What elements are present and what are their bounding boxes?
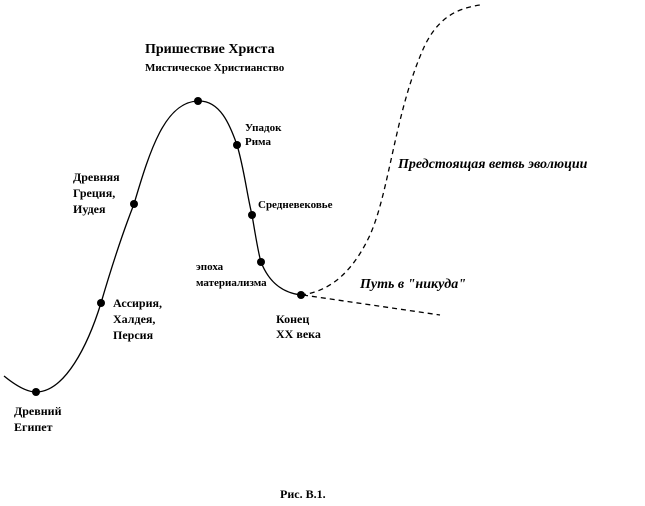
dot-rome (233, 141, 241, 149)
label-materialism-line2: материализма (196, 277, 267, 289)
dot-greece (130, 200, 138, 208)
dot-egypt (32, 388, 40, 396)
future-branch-curve (301, 5, 480, 295)
label-middle-ages: Средневековье (258, 199, 333, 211)
label-egypt-line2: Египет (14, 420, 53, 434)
dot-end-xx (297, 291, 305, 299)
dot-materialism (257, 258, 265, 266)
label-materialism-line1: эпоха (196, 261, 224, 273)
label-christ-subtitle: Мистическое Христианство (145, 62, 285, 74)
label-rome-line1: Упадок (245, 122, 282, 134)
nowhere-path-line (303, 295, 440, 315)
figure-caption: Рис. В.1. (280, 487, 326, 501)
label-future-branch: Предстоящая ветвь эволюции (398, 157, 588, 172)
label-path-nowhere: Путь в "никуда" (360, 277, 466, 292)
label-greece-line2: Греция, (73, 186, 116, 200)
label-egypt-line1: Древний (14, 404, 62, 418)
label-rome-line2: Рима (245, 136, 271, 148)
label-assyria-line3: Персия (113, 328, 154, 342)
label-greece-line3: Иудея (73, 202, 106, 216)
dot-middle-ages (248, 211, 256, 219)
label-christ-title: Пришествие Христа (145, 42, 275, 57)
dot-christ (194, 97, 202, 105)
label-end-xx-line1: Конец (276, 312, 310, 326)
label-assyria-line1: Ассирия, (113, 296, 163, 310)
label-greece-line1: Древняя (73, 170, 120, 184)
label-end-xx-line2: XX века (276, 327, 321, 341)
dot-assyria (97, 299, 105, 307)
label-assyria-line2: Халдея, (113, 312, 156, 326)
